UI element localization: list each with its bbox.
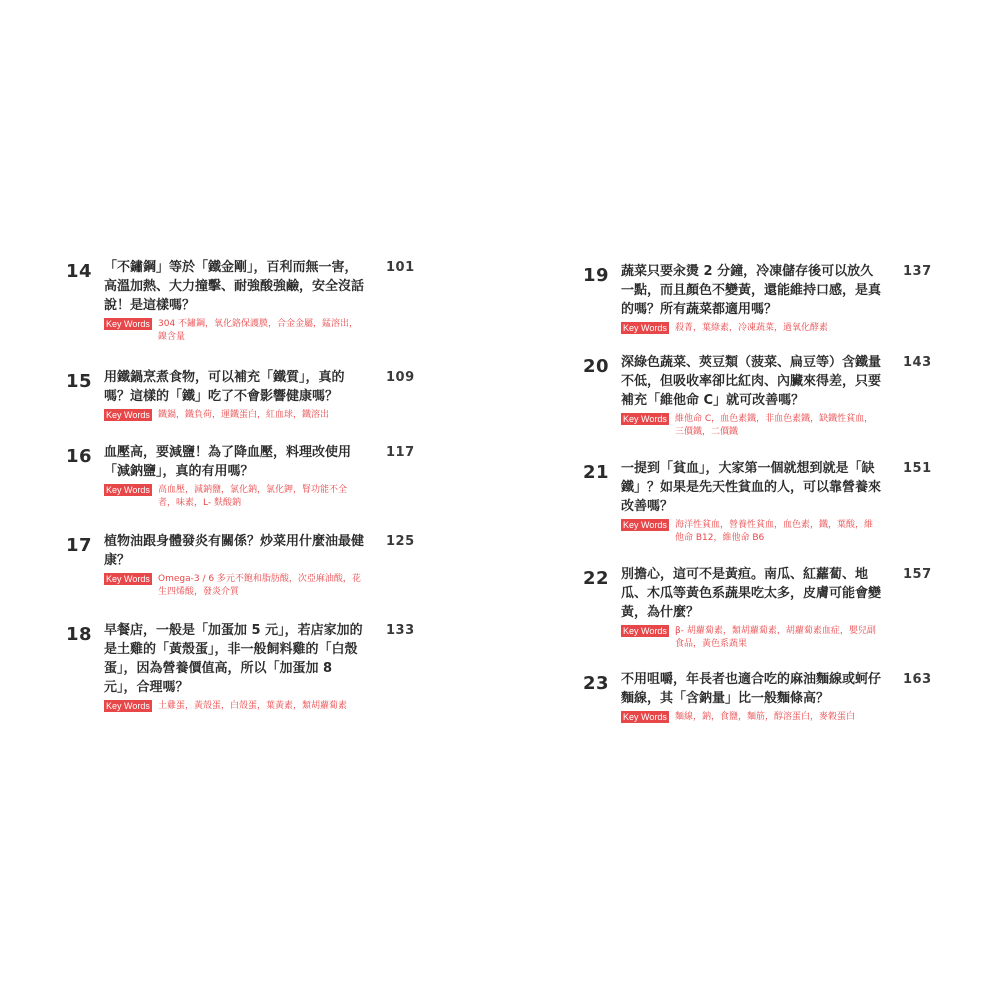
entry-number: 23 xyxy=(583,673,610,694)
entry-page-number: 151 xyxy=(903,461,932,476)
entry-page-number: 109 xyxy=(386,370,415,385)
entry-number: 22 xyxy=(583,568,610,589)
keywords-text: β- 胡蘿蔔素，類胡蘿蔔素，胡蘿蔔素血症，嬰兒副食品，黃色系蔬果 xyxy=(675,626,876,649)
keywords-text: 維他命 C，血色素鐵，非血色素鐵，缺鐵性貧血，三價鐵，二價鐵 xyxy=(675,414,874,437)
keywords-tag: Key Words xyxy=(106,485,150,495)
entry-question: 深綠色蔬菜、莢豆類（菠菜、扁豆等）含鐵量不低，但吸收率卻比紅肉、內臟來得差，只要補充「維他命 C」就可改善嗎？ xyxy=(621,355,882,408)
entry-question: 蔬菜只要汆燙 2 分鐘，冷凍儲存後可以放久一點，而且顏色不變黃，還能維持口感，是真的嗎？所有蔬菜都適用嗎？ xyxy=(621,264,882,317)
keywords-tag: Key Words xyxy=(106,701,150,711)
entry-page-number: 137 xyxy=(903,264,932,279)
entry-number: 14 xyxy=(66,261,93,282)
entry-question: 「不鏽鋼」等於「鐵金剛」，百利而無一害，高溫加熱、大力撞擊、耐強酸強鹼，安全沒話說！是這樣嗎？ xyxy=(104,260,365,313)
entry-page-number: 163 xyxy=(903,672,932,687)
keywords-tag: Key Words xyxy=(623,414,667,424)
keywords-text: 高血壓，減鈉鹽，氯化鈉，氯化鉀，腎功能不全者，味素，L- 麩酸鈉 xyxy=(158,485,348,508)
keywords-text: 麵線，鈉，食鹽，麵筋，醇溶蛋白，麥穀蛋白 xyxy=(675,712,856,722)
entry-question: 別擔心，這可不是黃疸。南瓜、紅蘿蔔、地瓜、木瓜等黃色系蔬果吃太多，皮膚可能會變黃，為什麼？ xyxy=(621,567,882,620)
entry-question: 血壓高，要減鹽！為了降血壓，料理改使用「減鈉鹽」，真的有用嗎？ xyxy=(104,445,352,479)
entry-number: 20 xyxy=(583,356,610,377)
keywords-tag: Key Words xyxy=(106,319,150,329)
keywords-text: Omega-3 / 6 多元不飽和脂肪酸，次亞麻油酸，花生四烯酸，發炎介質 xyxy=(158,574,361,597)
keywords-text: 鐵鍋，鐵負荷，運鐵蛋白，紅血球，鐵溶出 xyxy=(158,410,330,420)
keywords-tag: Key Words xyxy=(106,410,150,420)
entry-page-number: 157 xyxy=(903,567,932,582)
keywords-tag: Key Words xyxy=(623,323,667,333)
keywords-tag: Key Words xyxy=(623,626,667,636)
entry-page-number: 117 xyxy=(386,445,415,460)
keywords-text: 海洋性貧血，營養性貧血，血色素，鐵，葉酸，維他命 B12，維他命 B6 xyxy=(675,520,874,543)
entry-question: 用鐵鍋烹煮食物，可以補充「鐵質」，真的嗎？這樣的「鐵」吃了不會影響健康嗎？ xyxy=(104,370,345,404)
entry-number: 18 xyxy=(66,624,93,645)
keywords-text: 304 不鏽鋼，氧化鉻保護膜，合金金屬，錳溶出，鎳含量 xyxy=(158,319,359,342)
entry-number: 21 xyxy=(583,462,610,483)
entry-page-number: 143 xyxy=(903,355,932,370)
keywords-tag: Key Words xyxy=(623,520,667,530)
entry-question: 植物油跟身體發炎有關係？炒菜用什麼油最健康？ xyxy=(104,534,365,568)
keywords-tag: Key Words xyxy=(623,712,667,722)
entry-question: 一提到「貧血」，大家第一個就想到就是「缺鐵」？如果是先天性貧血的人，可以靠營養來改善嗎？ xyxy=(621,461,882,514)
entry-number: 17 xyxy=(66,535,93,556)
entry-number: 16 xyxy=(66,446,93,467)
keywords-text: 殺菁，葉綠素，冷凍蔬菜，過氧化酵素 xyxy=(675,323,829,333)
entry-page-number: 125 xyxy=(386,534,415,549)
entry-question: 早餐店，一般是「加蛋加 5 元」，若店家加的是土雞的「黃殼蛋」，非一般飼料雞的「白殼蛋」，因為營養價值高，所以「加蛋加 8 元」，合理嗎？ xyxy=(104,623,363,695)
entry-number: 15 xyxy=(66,371,93,392)
entry-page-number: 101 xyxy=(386,260,415,275)
entry-question: 不用咀嚼，年長者也適合吃的麻油麵線或蚵仔麵線，其「含鈉量」比一般麵條高？ xyxy=(621,672,882,706)
keywords-text: 土雞蛋，黃殼蛋，白殼蛋，葉黃素，類胡蘿蔔素 xyxy=(158,701,348,711)
entry-number: 19 xyxy=(583,265,610,286)
keywords-tag: Key Words xyxy=(106,574,150,584)
entry-page-number: 133 xyxy=(386,623,415,638)
